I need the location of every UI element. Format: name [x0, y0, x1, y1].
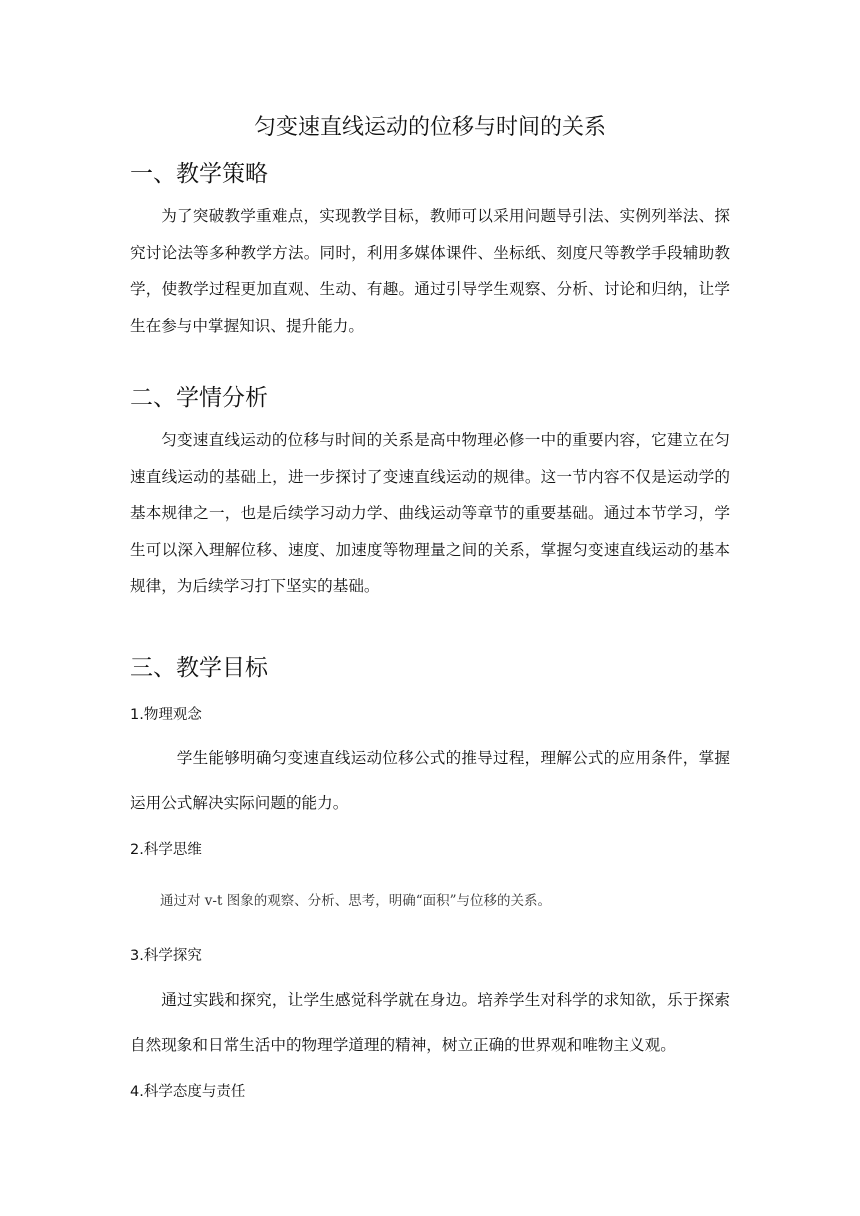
section-heading-teaching-goals: 三、教学目标 — [130, 655, 268, 681]
goal-label-physics-concept: 1.物理观念 — [130, 707, 202, 723]
goal-text-physics-concept: 学生能够明确匀变速直线运动位移公式的推导过程，理解公式的应用条件，掌握运用公式解决实际问题的能力。 — [130, 749, 730, 812]
goal-label-attitude-responsibility: 4.科学态度与责任 — [130, 1084, 246, 1100]
section-heading-teaching-strategy: 一、教学策略 — [130, 161, 268, 187]
goal-text-scientific-thinking: 通过对 v-t 图象的观察、分析、思考，明确“面积”与位移的关系。 — [160, 893, 551, 909]
paragraph-teaching-strategy: 为了突破教学重难点，实现教学目标，教师可以采用问题导引法、实例列举法、探究讨论法等多种教学方法。同时，利用多媒体课件、坐标纸、刻度尺等教学手段辅助教学，使教学过程更加直观、生动、有趣。通过引导学生观察、分析、讨论和归纳，让学生在参与中掌握知识、提升能力。 — [130, 207, 730, 335]
document-title: 匀变速直线运动的位移与时间的关系 — [253, 115, 606, 140]
goal-label-scientific-thinking: 2.科学思维 — [130, 842, 202, 858]
paragraph-learner-analysis: 匀变速直线运动的位移与时间的关系是高中物理必修一中的重要内容，它建立在匀速直线运动的基础上，进一步探讨了变速直线运动的规律。这一节内容不仅是运动学的基本规律之一，也是后续学习动力学、曲线运动等章节的重要基础。通过本节学习，学生可以深入理解位移、速度、加速度等物理量之间的关系，掌握匀变速直线运动的基本规律，为后续学习打下坚实的基础。 — [130, 431, 730, 595]
goal-text-scientific-inquiry: 通过实践和探究，让学生感觉科学就在身边。培养学生对科学的求知欲，乐于探索自然现象和日常生活中的物理学道理的精神，树立正确的世界观和唯物主义观。 — [130, 991, 730, 1054]
section-heading-learner-analysis: 二、学情分析 — [130, 385, 268, 411]
goal-label-scientific-inquiry: 3.科学探究 — [130, 948, 202, 964]
